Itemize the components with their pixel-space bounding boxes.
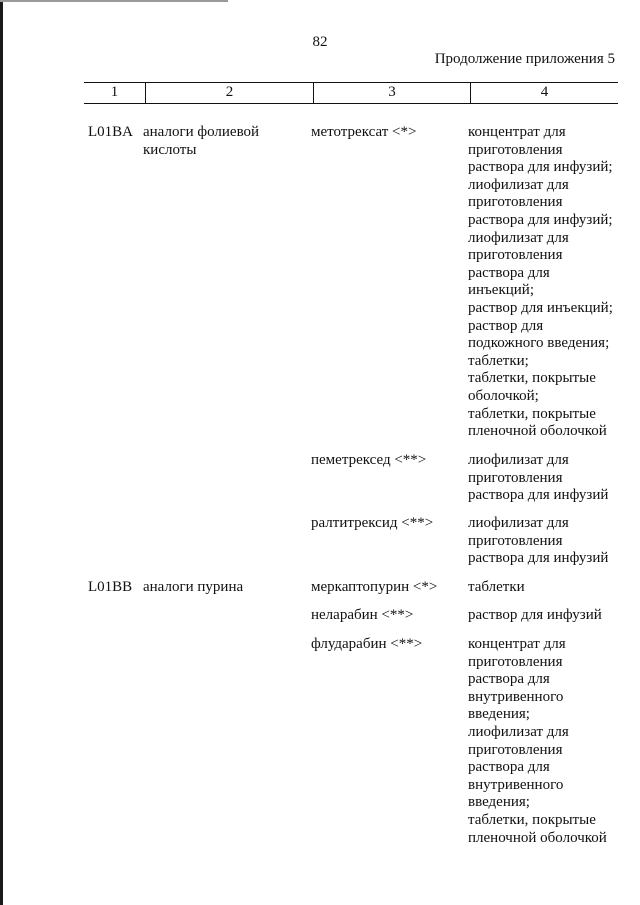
- dosage-forms: таблетки: [468, 579, 525, 595]
- atc-code: L01BA: [88, 124, 133, 140]
- atc-code: L01BB: [88, 579, 133, 595]
- table-header-col-2: 2: [145, 83, 313, 103]
- dosage-forms: лиофилизат для приготовления раствора для инфузий: [468, 515, 609, 567]
- scan-top-edge: [0, 0, 228, 2]
- continuation-note: Продолжение приложения 5: [434, 51, 615, 67]
- drug-name: пеметрексед <**>: [311, 452, 427, 468]
- group-name: аналоги фолиевой кислоты: [143, 124, 260, 158]
- dosage-forms: концентрат для приготовления раствора для внутривенного введения; лиофилизат для приготовления раствора для внутривенного введения; таблетки, покрытые пленочной оболочкой: [468, 636, 607, 846]
- table-header-row: [84, 82, 618, 104]
- table-header-col-1: 1: [110, 84, 119, 100]
- table-header-col-4: 4: [470, 83, 618, 103]
- drug-name: меркаптопурин <*>: [311, 579, 438, 595]
- page-number: 82: [312, 34, 328, 50]
- scan-edge-shadow: [0, 0, 3, 905]
- table-header-col-3: 3: [313, 83, 470, 103]
- dosage-forms: лиофилизат для приготовления раствора для инфузий: [468, 452, 609, 504]
- drug-name: ралтитрексид <**>: [311, 515, 434, 531]
- group-name: аналоги пурина: [143, 579, 244, 595]
- drug-name: флударабин <**>: [311, 636, 423, 652]
- dosage-forms: концентрат для приготовления раствора для инфузий; лиофилизат для приготовления раствора для инфузий; лиофилизат для приготовления раствора для инъекций; раствор для инъекций; раствор для подкожного введения; таблетки; таблетки, покрытые оболочкой; таблетки, покрытые пленочной оболочкой: [468, 124, 613, 440]
- dosage-forms: раствор для инфузий: [468, 607, 602, 623]
- drug-name: метотрексат <*>: [311, 124, 417, 140]
- drug-name: неларабин <**>: [311, 607, 414, 623]
